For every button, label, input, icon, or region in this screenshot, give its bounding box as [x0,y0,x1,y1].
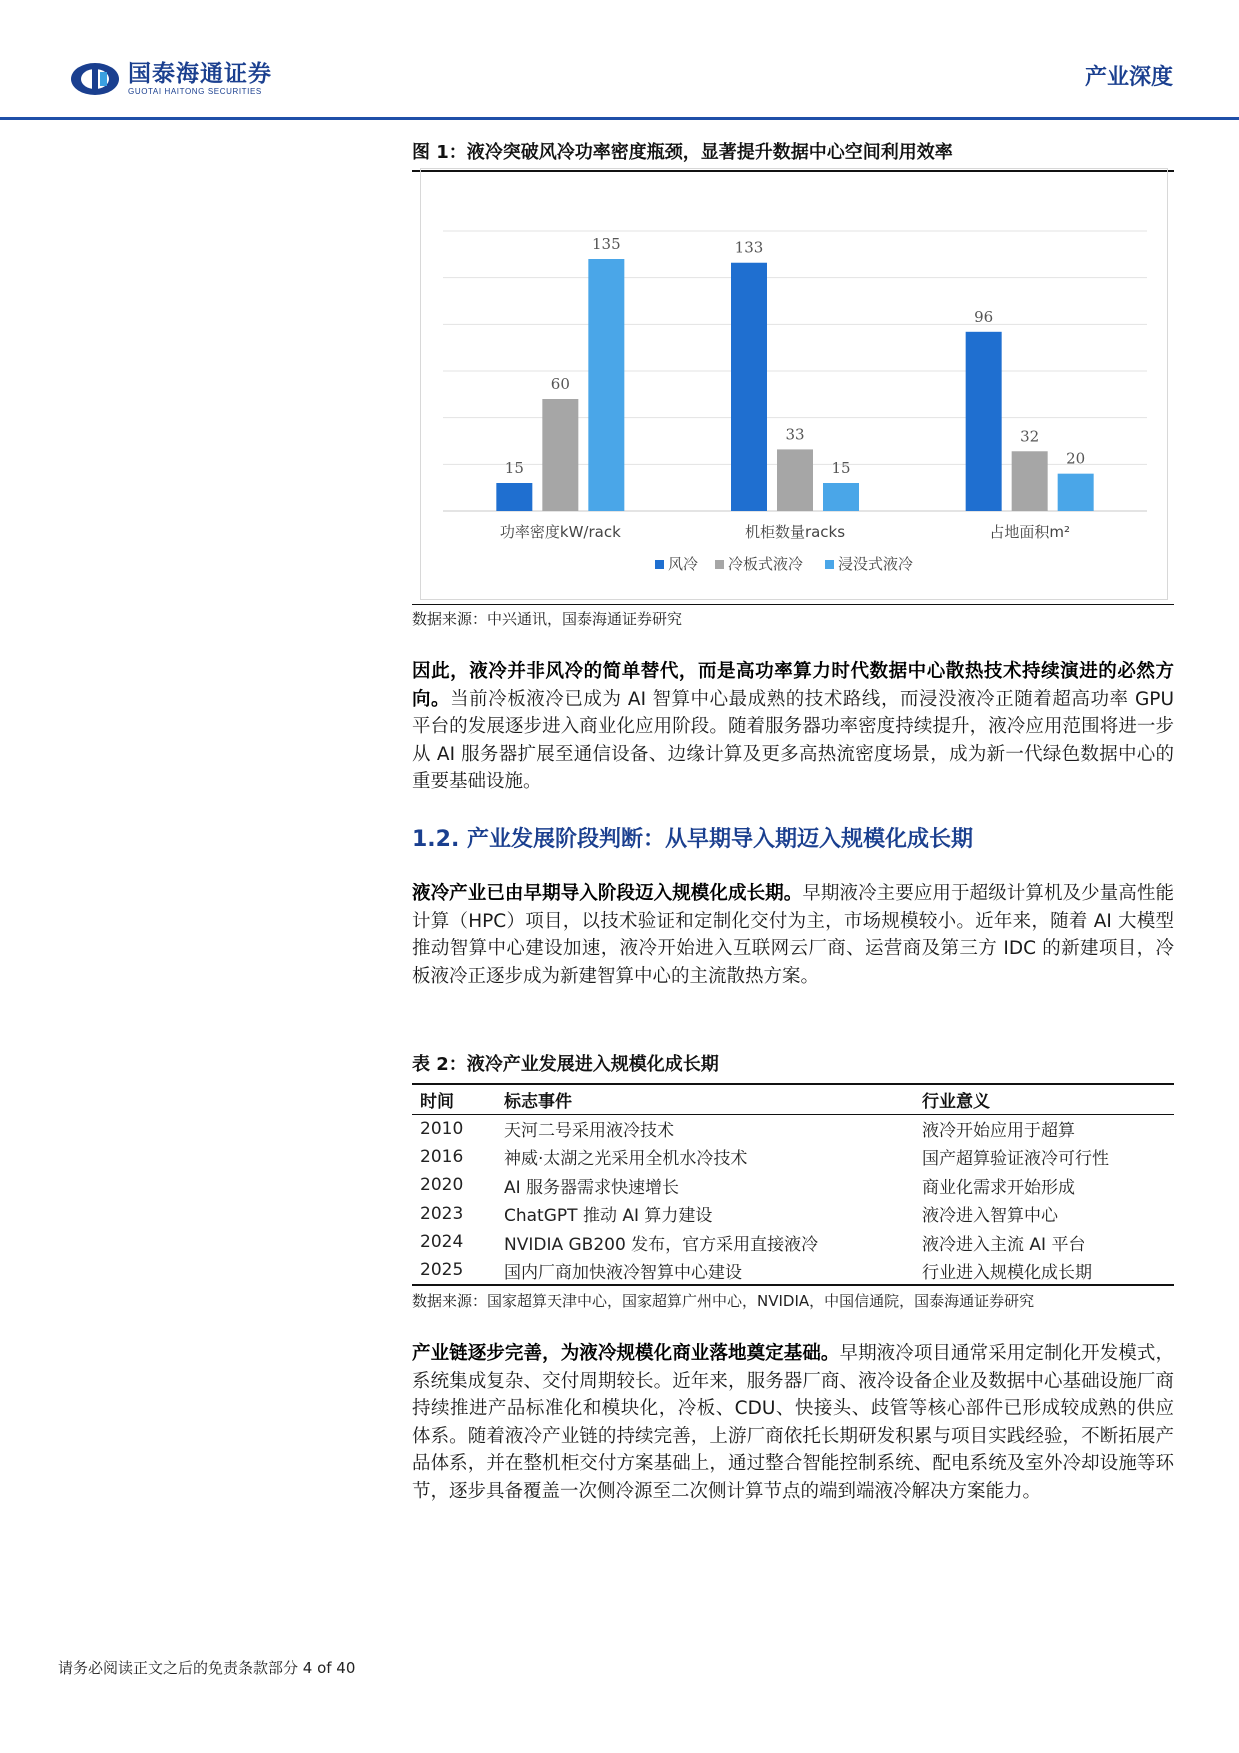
cell-event: AI 服务器需求快速增长 [504,1177,680,1198]
legend-swatch [715,560,724,569]
bar [1058,474,1094,511]
figure-source: 数据来源：中兴通讯，国泰海通证券研究 [412,610,683,628]
logo-cn-text: 国泰海通证券 [128,61,272,87]
bar [496,483,532,511]
chart-canvas [421,169,1169,601]
footer-disclaimer: 请务必阅读正文之后的免责条款部分 4 of 40 [58,1659,356,1677]
category-label: 功率密度kW/rack [499,523,621,541]
cell-year: 2016 [420,1146,464,1167]
category-label: 占地面积m² [989,523,1070,541]
figure-title: 图 1：液冷突破风冷功率密度瓶颈，显著提升数据中心空间利用效率 [412,138,1174,172]
cell-event: ChatGPT 推动 AI 算力建设 [504,1206,713,1227]
table-row [412,1143,1174,1172]
paragraph-1 [412,658,1174,796]
cell-event: 神威·太湖之光采用全机水冷技术 [504,1149,748,1170]
table-title: 表 2：液冷产业发展进入规模化成长期 [412,1054,719,1075]
table-row [412,1171,1174,1200]
cell-significance: 液冷进入主流 AI 平台 [922,1234,1086,1255]
cell-significance: 行业进入规模化成长期 [914,1257,1174,1286]
legend-swatch [825,560,834,569]
cell-year: 2025 [412,1257,496,1286]
table-row [412,1228,1174,1257]
cell-year: 2023 [420,1203,464,1224]
bar-chart [420,168,1168,600]
paragraph-2 [412,880,1174,990]
category-label: 机柜数量racks [744,523,846,541]
table-row [412,1257,1174,1286]
company-logo [70,62,272,96]
data-label: 96 [974,307,994,326]
cell-event: 天河二号采用液冷技术 [504,1121,674,1141]
table-row [412,1200,1174,1229]
legend-swatch [655,560,664,569]
logo-en-text: GUOTAI HAITONG SECURITIES [128,87,262,96]
paragraph-1-body: 当前冷板液冷已成为 AI 智算中心最成熟的技术路线，而浸没液冷正随着超高功率 GPU 平台的发展逐步进入商业化应用阶段。随着服务器功率密度持续提升，液冷应用范围将进一步从 AI 服务器扩展至通信设备、边缘计算及更多高热流密度场景，成为新一代绿色数据中心的重要基础设施。 [412,688,1174,792]
figure-bottom-rule [412,604,1174,605]
cell-significance: 液冷开始应用于超算 [922,1121,1075,1141]
cell-significance: 国产超算验证液冷可行性 [922,1149,1109,1170]
bar [1012,451,1048,511]
paragraph-3-lead: 产业链逐步完善，为液冷规模化商业落地奠定基础。 [412,1343,840,1364]
cell-significance: 液冷进入智算中心 [922,1206,1058,1227]
legend-label: 冷板式液冷 [728,555,804,573]
cell-year: 2024 [420,1232,464,1253]
data-label: 135 [592,235,621,253]
bar [777,449,813,511]
cell-year: 2020 [420,1175,464,1196]
header-time: 时间 [412,1084,496,1114]
section-heading: 1.2. 产业发展阶段判断：从早期导入期迈入规模化成长期 [412,827,973,852]
data-label: 133 [734,238,764,257]
cell-event: NVIDIA GB200 发布，官方采用直接液冷 [504,1234,819,1255]
data-label: 15 [831,459,851,477]
paragraph-3 [412,1340,1174,1505]
data-label: 20 [1066,449,1086,468]
table-row [412,1114,1174,1143]
data-label: 33 [785,425,805,444]
cell-event: 国内厂商加快液冷智算中心建设 [496,1257,914,1286]
cell-year: 2010 [420,1118,464,1139]
cell-significance: 商业化需求开始形成 [922,1177,1075,1198]
bar [966,332,1002,511]
bar [731,263,767,511]
table-header-row [412,1084,1174,1114]
header-event: 标志事件 [496,1084,914,1114]
paragraph-1-lead: 因此，液冷并非风冷的简单替代，而是高功率算力时代数据中心散热技术持续演进的必然方向。 [412,661,1174,710]
report-type-tag: 产业深度 [1084,65,1173,90]
paragraph-2-lead: 液冷产业已由早期导入阶段迈入规模化成长期。 [412,883,803,904]
bar [588,259,624,511]
bar [823,483,859,511]
events-table [412,1083,1174,1286]
paragraph-3-body: 早期液冷项目通常采用定制化开发模式，系统集成复杂、交付周期较长。近年来，服务器厂商、液冷设备企业及数据中心基础设施厂商持续推进产品标准化和模块化，冷板、CDU、快接头、歧管等核心部件已形成较成熟的供应体系。随着液冷产业链的持续完善，上游厂商依托长期研发积累与项目实践经验，不断拓展产品体系，并在整机柜交付方案基础上，通过整合智能控制系统、配电系统及室外冷却设施等环节，逐步具备覆盖一次侧冷源至二次侧计算节点的端到端液冷解决方案能力。 [412,1343,1174,1502]
header-divider [0,117,1239,120]
data-label: 60 [550,375,570,393]
data-label: 15 [504,459,524,477]
table-source: 数据来源：国家超算天津中心，国家超算广州中心，NVIDIA，中国信通院，国泰海通证券研究 [412,1292,1035,1310]
legend-label: 浸没式液冷 [838,555,914,573]
paragraph-2-body: 早期液冷主要应用于超级计算机及少量高性能计算（HPC）项目，以技术验证和定制化交付为主，市场规模较小。近年来，随着 AI 大模型推动智算中心建设加速，液冷开始进入互联网云厂商、运营商及第三方 IDC 的新建项目，冷板液冷正逐步成为新建智算中心的主流散热方案。 [412,883,1174,987]
header-significance: 行业意义 [914,1084,1174,1114]
legend-label: 风冷 [668,555,699,573]
logo-icon [70,62,120,96]
bar [542,399,578,511]
data-label: 32 [1020,427,1040,446]
